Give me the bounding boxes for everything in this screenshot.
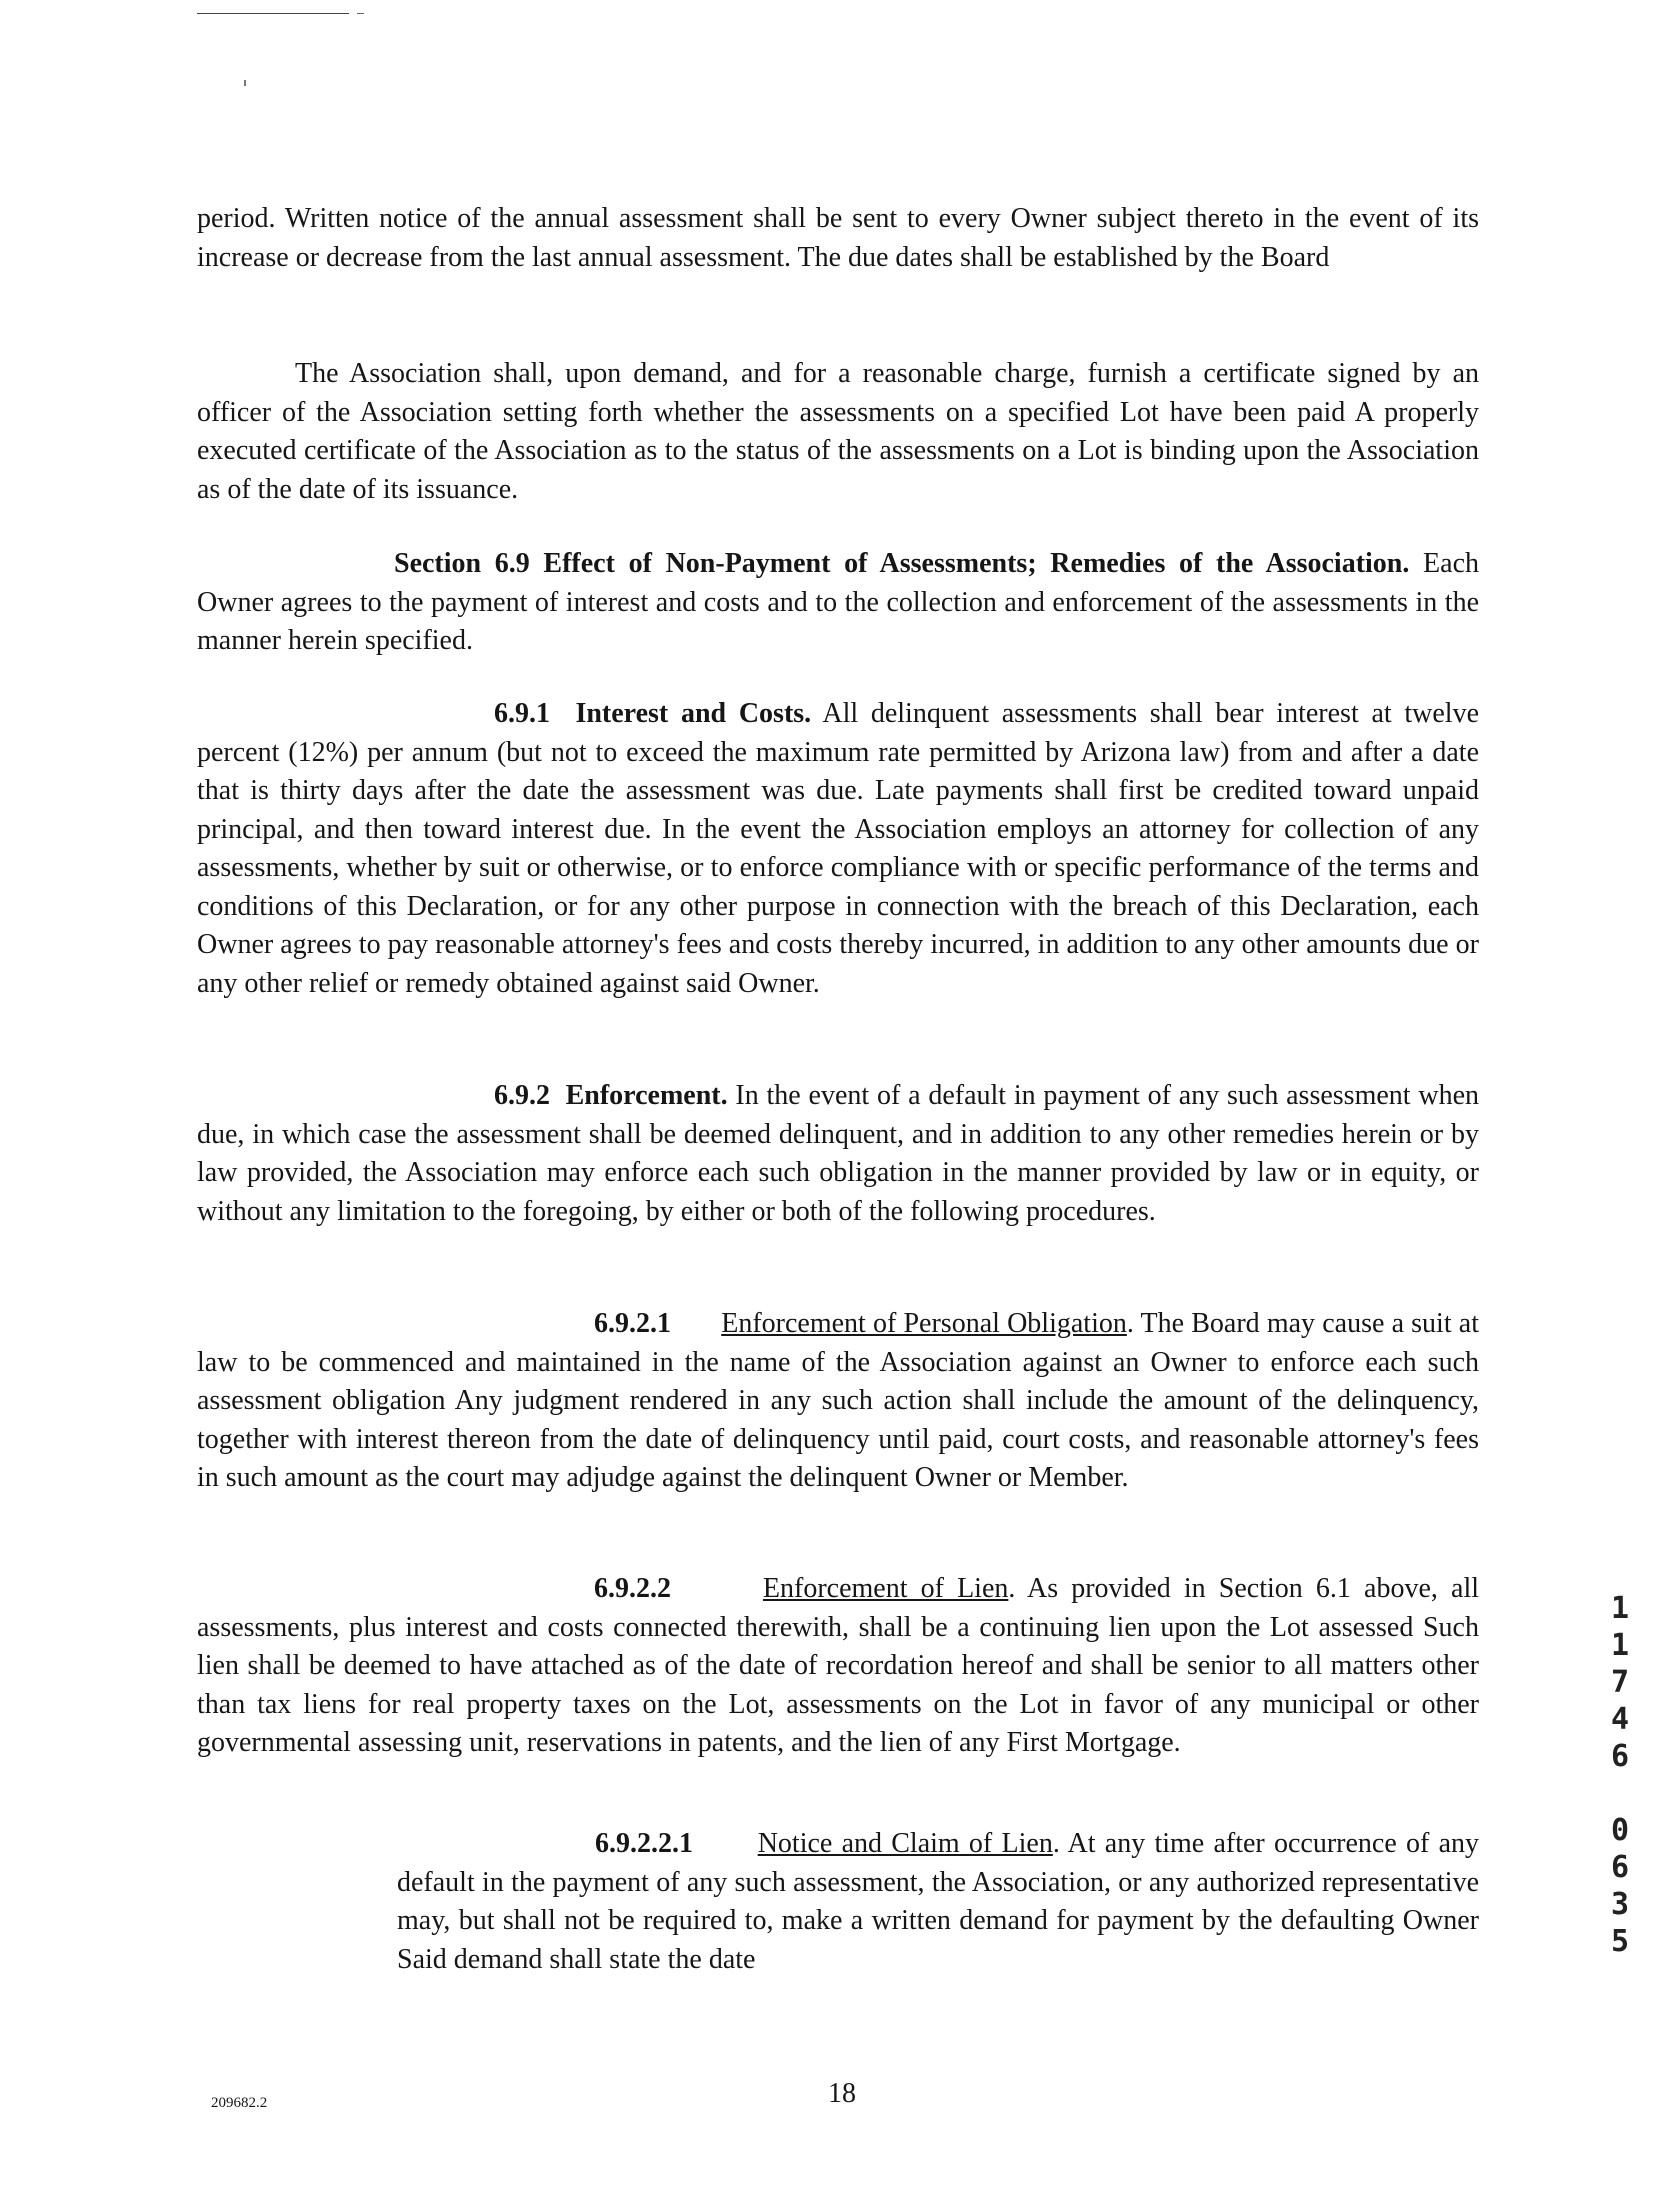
- section-6-9-2-1: [197, 1305, 1479, 1498]
- stamp-char: 1: [1610, 1591, 1630, 1626]
- paragraph-annual-assessment: [197, 200, 1479, 277]
- section-6-9-2-2: [197, 1570, 1479, 1763]
- section-heading: Notice and Claim of Lien: [757, 1828, 1053, 1859]
- page-number: 18: [828, 2078, 856, 2109]
- document-id: 209682.2: [211, 2095, 268, 2111]
- stamp-char: 6: [1610, 1850, 1630, 1885]
- scan-mark: [244, 80, 246, 86]
- section-body: Each Owner agrees to the payment of interest and costs and to the collection and enforcement of the assessments in the manner herein specified.: [197, 548, 1479, 656]
- section-body: In the event of a default in payment of any such assessment when due, in which case the assessment shall be deemed delinquent, and in addition to any other remedies herein or by law provided, the Association may enforce each such obligation in the manner provided by law or in equity, or without any limitation to the foregoing, by either or both of the following procedures.: [197, 1080, 1479, 1227]
- section-number: 6.9.2.2: [594, 1573, 671, 1604]
- section-6-9-2-2-1: [397, 1825, 1479, 1979]
- section-heading: Section 6.9 Effect of Non-Payment of Assessments; Remedies of the Association.: [394, 548, 1410, 579]
- stamp-gap: [1600, 1775, 1640, 1812]
- section-6-9-1: [197, 695, 1479, 1003]
- section-body: . At any time after occurrence of any default in the payment of any such assessment, the Association, or any authorized representative may, but shall not be required to, make a written demand for payment by the defaulting Owner Said demand shall state the date: [397, 1828, 1480, 1975]
- section-number: 6.9.1: [494, 698, 550, 729]
- section-heading: Enforcement of Personal Obligation: [721, 1308, 1127, 1339]
- paragraph-certificate: [197, 355, 1479, 509]
- stamp-char: 6: [1610, 1739, 1630, 1774]
- section-6-9: [197, 545, 1479, 661]
- section-heading: Enforcement.: [565, 1080, 728, 1111]
- stamp-char: 1: [1610, 1628, 1630, 1663]
- section-body: . The Board may cause a suit at law to be commenced and maintained in the name of the Association against an Owner to enforce each such assessment obligation Any judgment rendered in any such action shall include the amount of the delinquency, together with interest thereon from the date of delinquency until paid, court costs, and reasonable attorney's fees in such amount as the court may adjudge against the delinquent Owner or Member.: [197, 1308, 1479, 1493]
- top-rule: [197, 13, 349, 14]
- paragraph-text: The Association shall, upon demand, and for a reasonable charge, furnish a certificate signed by an officer of the Association setting forth whether the assessments on a specified Lot have been paid A properly executed certificate of the Association as to the status of the assessments on a Lot is binding upon the Association as of the date of its issuance.: [197, 358, 1479, 505]
- section-number: 6.9.2: [494, 1080, 550, 1111]
- section-number: 6.9.2.1: [594, 1308, 671, 1339]
- stamp-char: 5: [1610, 1924, 1630, 1959]
- section-heading: Interest and Costs.: [575, 698, 812, 729]
- recording-stamp: [1600, 1590, 1640, 1960]
- section-number: 6.9.2.2.1: [595, 1828, 693, 1859]
- section-heading: Enforcement of Lien: [762, 1573, 1009, 1604]
- section-body: . As provided in Section 6.1 above, all assessments, plus interest and costs connected therewith, shall be a continuing lien upon the Lot assessed Such lien shall be deemed to have attached as of the date of recordation hereof and shall be senior to all matters other than tax liens for real property taxes on the Lot, assessments on the Lot in favor of any municipal or other governmental assessing unit, reservations in patents, and the lien of any First Mortgage.: [197, 1573, 1479, 1758]
- stamp-char: 3: [1610, 1887, 1630, 1922]
- stamp-char: 7: [1610, 1665, 1630, 1700]
- stamp-char: 4: [1610, 1702, 1630, 1737]
- section-6-9-2: [197, 1077, 1479, 1231]
- stamp-char: 0: [1610, 1813, 1630, 1848]
- section-body: All delinquent assessments shall bear interest at twelve percent (12%) per annum (but not to exceed the maximum rate permitted by Arizona law) from and after a date that is thirty days after the date the assessment was due. Late payments shall first be credited toward unpaid principal, and then toward interest due. In the event the Association employs an attorney for collection of any assessments, whether by suit or otherwise, or to enforce compliance with or specific performance of the terms and conditions of this Declaration, or for any other purpose in connection with the breach of this Declaration, each Owner agrees to pay reasonable attorney's fees and costs thereby incurred, in addition to any other amounts due or any other relief or remedy obtained against said Owner.: [197, 698, 1480, 999]
- paragraph-text: period. Written notice of the annual assessment shall be sent to every Owner subject thereto in the event of its increase or decrease from the last annual assessment. The due dates shall be established by the Board: [197, 203, 1479, 273]
- top-dash: [357, 13, 364, 14]
